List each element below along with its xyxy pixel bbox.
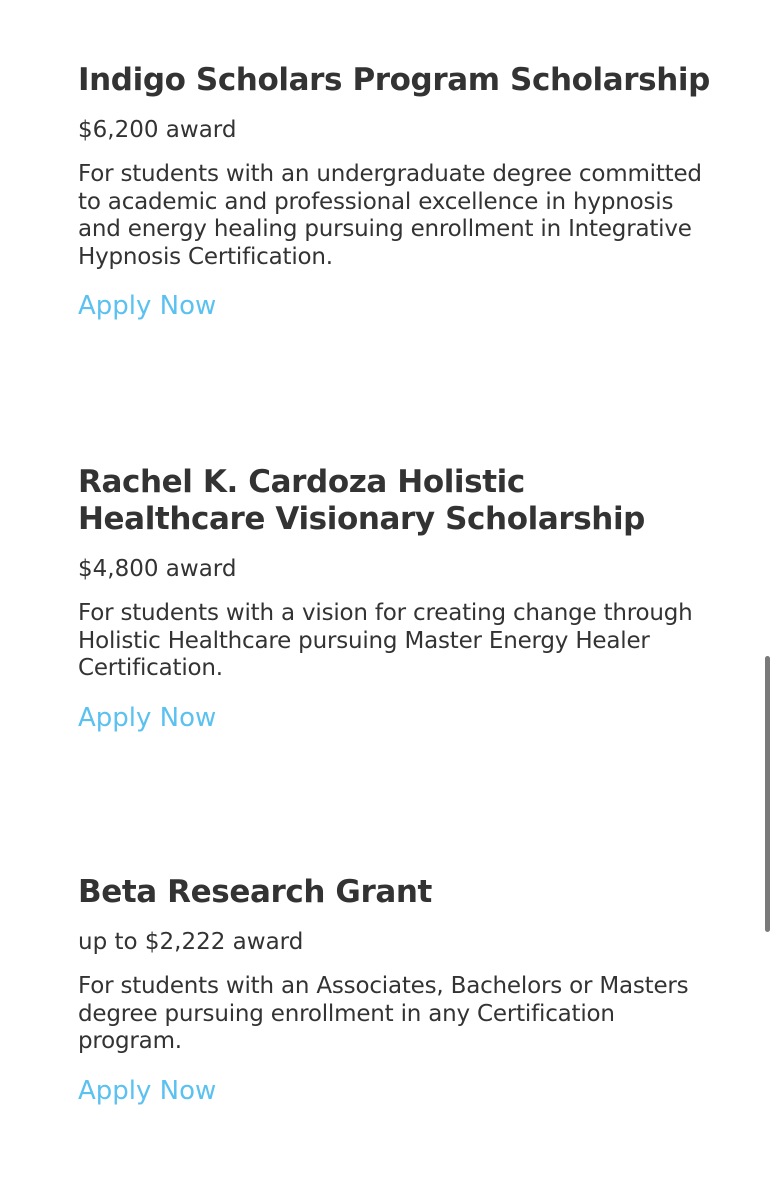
scholarship-title: Rachel K. Cardoza Holistic Healthcare Visionary Scholarship	[78, 464, 645, 537]
scholarship-title: Beta Research Grant	[78, 874, 432, 910]
apply-now-link[interactable]: Apply Now	[78, 291, 217, 321]
scholarship-card	[78, 62, 718, 323]
scholarship-description: For students with an undergraduate degree committed to academic and professional excellence in hypnosis and energy healing pursuing enrollment in Integrative Hypnosis Certification.	[78, 161, 702, 270]
scholarship-description: For students with an Associates, Bachelors or Masters degree pursuing enrollment in any Certification program.	[78, 973, 689, 1054]
scholarship-award: $4,800 award	[78, 556, 237, 582]
scholarship-award: up to $2,222 award	[78, 929, 304, 955]
scholarship-card	[78, 874, 718, 1108]
apply-now-link[interactable]: Apply Now	[78, 1075, 217, 1106]
scholarship-award: $6,200 award	[78, 117, 237, 143]
scholarship-description: For students with a vision for creating change through Holistic Healthcare pursuing Master Energy Healer Certification.	[78, 600, 693, 681]
scholarship-card	[78, 464, 718, 735]
vertical-scrollbar[interactable]	[765, 656, 770, 932]
apply-now-link[interactable]: Apply Now	[78, 702, 217, 733]
scholarship-title: Indigo Scholars Program Scholarship	[78, 62, 710, 98]
